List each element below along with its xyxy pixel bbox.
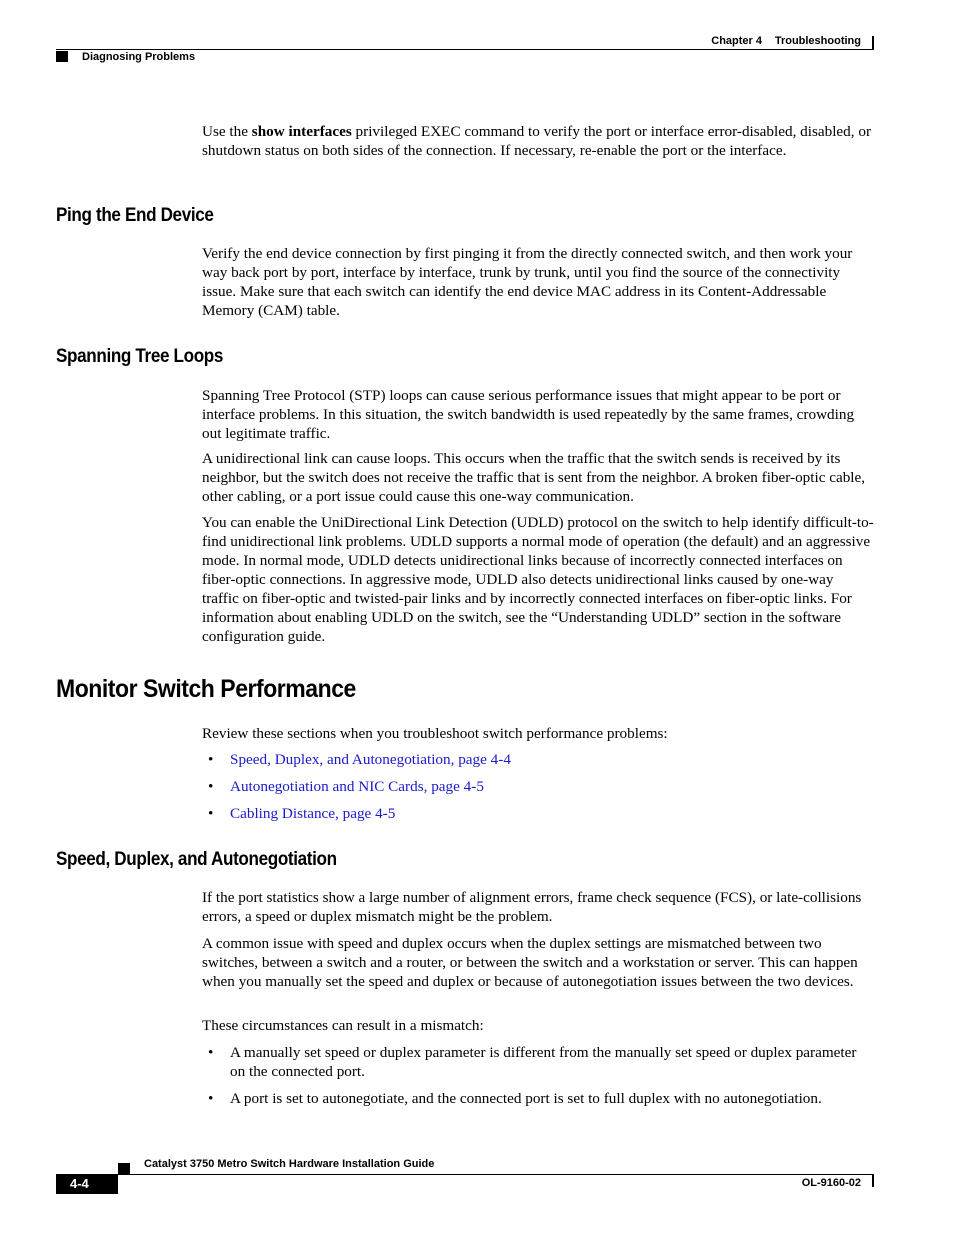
speed-paragraph-2-text: A common issue with speed and duplex occurs when the duplex settings are mismatched between two switches, between a switch and a router, or between the switch and a workstation or server. This can happen when you manually set the speed and duplex or because of autonegotiation issues between the two devices. (202, 935, 858, 990)
monitor-link-list (202, 750, 874, 823)
speed-paragraph-2 (202, 934, 874, 991)
footer-doc-id: OL-9160-02 (801, 1177, 861, 1189)
header-square-marker (56, 51, 68, 62)
list-item (202, 1089, 874, 1108)
list-item (202, 1043, 874, 1081)
footer-square-marker (118, 1163, 130, 1174)
list-item (202, 804, 874, 823)
intro-paragraph (202, 122, 874, 160)
bullet-icon: • (208, 778, 214, 795)
stp-paragraph-3-text: You can enable the UniDirectional Link Detection (UDLD) protocol on the switch to help identify difficult-to-find unidirectional link problems. UDLD supports a normal mode of operation (the default) and an aggressive mode. In normal mode, UDLD detects unidirectional links because of incorrectly connected interfaces on fiber-optic connections. In aggressive mode, UDLD also detects unidirectional links caused by one-way traffic on fiber-optic and twisted-pair links and by incorrectly connected interfaces on fiber-optic links. For information about enabling UDLD on the switch, see the “Understanding UDLD” section in the software configuration guide. (202, 514, 874, 645)
monitor-intro-text: Review these sections when you troubleshoot switch performance problems: (202, 725, 668, 742)
ping-paragraph (202, 244, 874, 320)
header-section: Diagnosing Problems (82, 51, 196, 63)
monitor-intro (202, 724, 874, 743)
list-item (202, 750, 874, 769)
bullet-icon: • (208, 805, 214, 822)
speed-paragraph-3-text: These circumstances can result in a mismatch: (202, 1017, 484, 1034)
link-speed-duplex-autonegotiation[interactable]: Speed, Duplex, and Autonegotiation, page 4-4 (230, 751, 511, 768)
header-vertical-bar (872, 36, 874, 50)
ping-paragraph-text: Verify the end device connection by first pinging it from the directly connected switch, and then work your way back port by port, interface by interface, trunk by trunk, until you find the source of the connectivity issue. Make sure that each switch can identify the end device MAC address in its Content-Addressable Memory (CAM) table. (202, 245, 853, 319)
bullet-icon: • (208, 1044, 214, 1061)
heading-speed-duplex-autonegotiation: Speed, Duplex, and Autonegotiation (56, 849, 337, 870)
heading-spanning-tree-loops: Spanning Tree Loops (56, 346, 224, 367)
bullet-text: A manually set speed or duplex parameter is different from the manually set speed or duplex parameter on the connected port. (230, 1044, 857, 1080)
header-chapter-title: Troubleshooting (774, 35, 861, 47)
intro-text-post: privileged EXEC command to verify the port or interface error-disabled, disabled, or shutdown status on both sides of the connection. If necessary, re-enable the port or the interface. (202, 123, 872, 159)
mismatch-bullet-list (202, 1043, 874, 1108)
stp-paragraph-1-text: Spanning Tree Protocol (STP) loops can cause serious performance issues that might appear to be port or interface problems. In this situation, the switch bandwidth is used repeatedly by the same frames, crowding out legitimate traffic. (202, 387, 855, 442)
stp-paragraph-3 (202, 513, 874, 646)
footer-rule (56, 1174, 874, 1175)
list-item (202, 777, 874, 796)
footer-vertical-bar (872, 1175, 874, 1187)
link-autonegotiation-nic-cards[interactable]: Autonegotiation and NIC Cards, page 4-5 (230, 778, 484, 795)
stp-paragraph-2 (202, 449, 874, 506)
stp-paragraph-1 (202, 386, 874, 443)
stp-paragraph-2-text: A unidirectional link can cause loops. This occurs when the traffic that the switch sends is received by its neighbor, but the switch does not receive the traffic that is sent from the neighbor. A broken fiber-optic cable, other cabling, or a port issue could cause this one-way communication. (202, 450, 866, 505)
bullet-icon: • (208, 1090, 214, 1107)
header-rule (56, 49, 874, 50)
link-cabling-distance[interactable]: Cabling Distance, page 4-5 (230, 805, 396, 822)
heading-ping-end-device: Ping the End Device (56, 205, 214, 226)
speed-paragraph-3 (202, 1016, 874, 1035)
footer-guide-title: Catalyst 3750 Metro Switch Hardware Installation Guide (144, 1158, 435, 1170)
bullet-icon: • (208, 751, 214, 768)
heading-monitor-switch-performance: Monitor Switch Performance (56, 675, 356, 703)
header-chapter: Chapter 4 (711, 35, 762, 47)
intro-text-pre: Use the (202, 123, 252, 140)
bullet-text: A port is set to autonegotiate, and the connected port is set to full duplex with no autonegotiation. (230, 1090, 822, 1107)
speed-paragraph-1 (202, 888, 874, 926)
speed-paragraph-1-text: If the port statistics show a large number of alignment errors, frame check sequence (FCS), or late-collisions errors, a speed or duplex mismatch might be the problem. (202, 889, 862, 925)
command-show-interfaces: show interfaces (251, 123, 352, 140)
footer-page-number: 4-4 (56, 1174, 118, 1194)
